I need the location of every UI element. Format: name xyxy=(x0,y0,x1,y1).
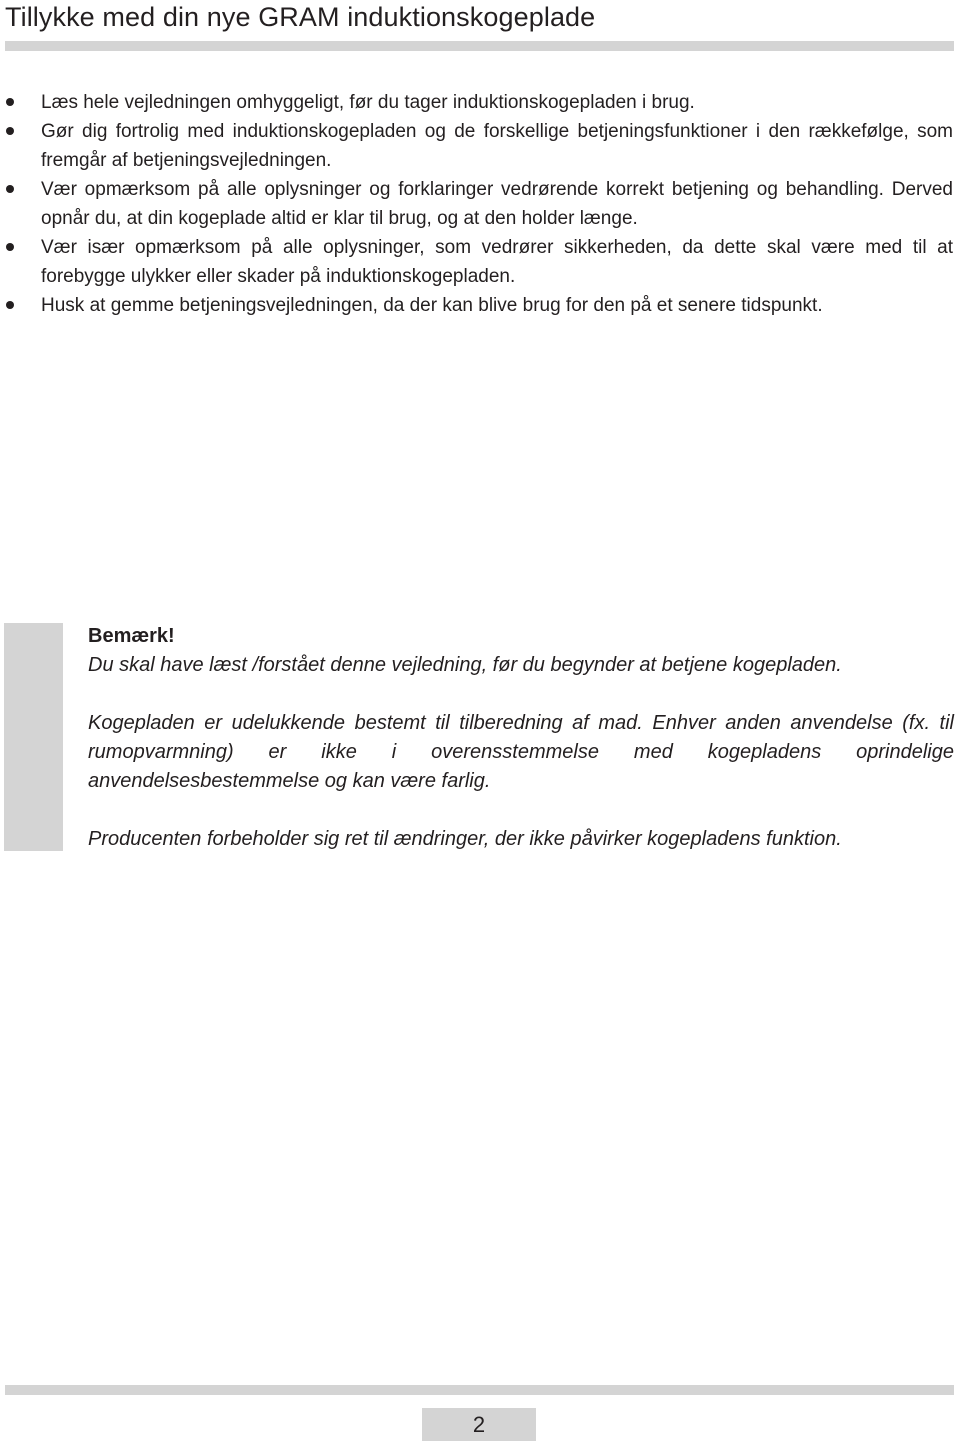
footer-divider xyxy=(5,1385,954,1395)
note-paragraph-manufacturer: Producenten forbeholder sig ret til ændringer, der ikke påvirker kogepladens funktion. xyxy=(88,828,842,850)
note-box xyxy=(88,622,954,854)
list-item xyxy=(0,233,953,291)
note-marker-bar xyxy=(4,623,63,851)
list-item-text: Gør dig fortrolig med induktionskogepladen og de forskellige betjeningsfunktioner i den rækkefølge, som fremgår af betjeningsvejledningen. xyxy=(41,121,953,171)
bullet-icon xyxy=(6,185,14,193)
bullet-icon xyxy=(6,243,14,251)
bullet-icon xyxy=(6,301,14,309)
note-heading: Bemærk! xyxy=(88,625,175,647)
list-item-text: Vær opmærksom på alle oplysninger og forklaringer vedrørende korrekt betjening og behandling. Derved opnår du, at din kogeplade altid er klar til brug, og at den holder længe. xyxy=(41,179,953,229)
list-item xyxy=(0,175,953,233)
list-item xyxy=(0,291,953,320)
bullet-icon xyxy=(6,127,14,135)
list-item-text: Læs hele vejledningen omhyggeligt, før du tager induktionskogepladen i brug. xyxy=(41,92,695,113)
bullet-icon xyxy=(6,98,14,106)
list-item-text: Husk at gemme betjeningsvejledningen, da der kan blive brug for den på et senere tidspunkt. xyxy=(41,295,823,316)
header-divider xyxy=(5,41,954,51)
list-item xyxy=(0,88,953,117)
page-number: 2 xyxy=(422,1408,536,1441)
list-item xyxy=(0,117,953,175)
list-item-text: Vær især opmærksom på alle oplysninger, som vedrører sikkerheden, da dette skal være med til at forebygge ulykker eller skader på induktionskogepladen. xyxy=(41,237,953,287)
instruction-list xyxy=(0,88,960,320)
note-line: Du skal have læst /forstået denne vejledning, før du begynder at betjene kogepladen. xyxy=(88,654,842,676)
page-title: Tillykke med din nye GRAM induktionskogeplade xyxy=(5,2,596,32)
note-paragraph-usage: Kogepladen er udelukkende bestemt til tilberedning af mad. Enhver anden anvendelse (fx. til rumopvarmning) er ikke i overensstemmelse med kogepladens oprindelige anvendelsesbestemmelse og kan være farlig. xyxy=(88,712,954,792)
